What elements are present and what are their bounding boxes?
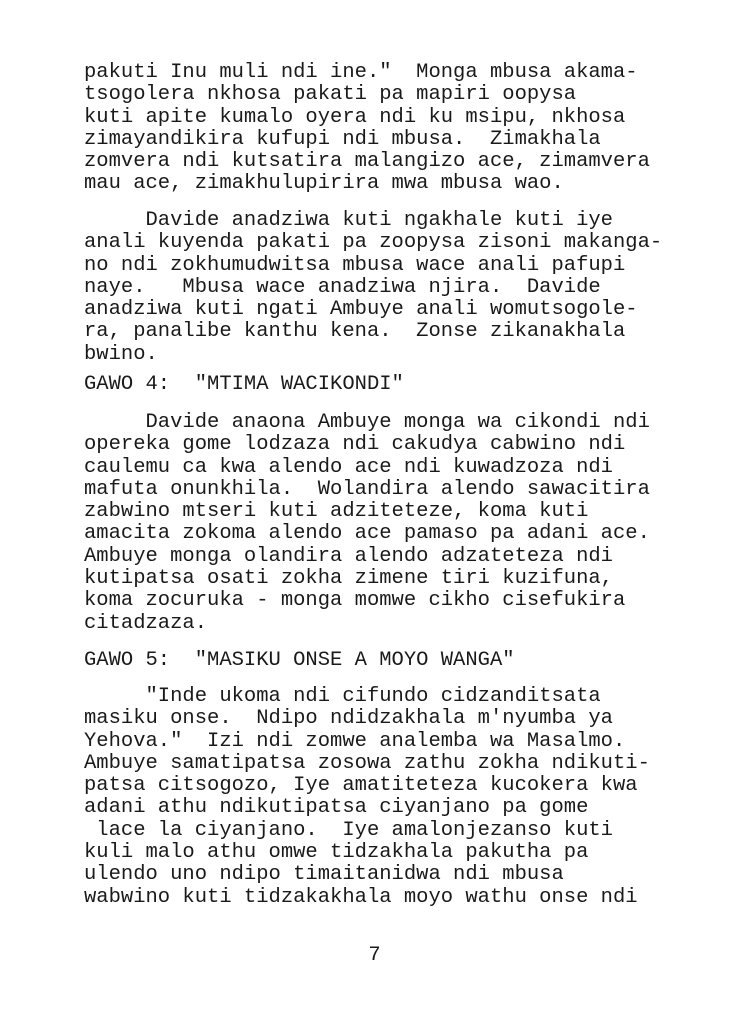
text-line: adani athu ndikutipatsa ciyanjano pa gome	[84, 796, 589, 820]
text-line: zabwino mtseri kuti adziteteze, koma kuti	[84, 500, 589, 524]
text-line: wabwino kuti tidzakakhala moyo wathu onse ndi	[84, 885, 638, 909]
text-line: "Inde ukoma ndi cifundo cidzanditsata	[84, 685, 601, 708]
text-line: kuli malo athu omwe tidzakhala pakutha pa	[84, 841, 589, 865]
text-line: no ndi zokhumudwitsa mbusa wace anali pafupi	[84, 253, 626, 277]
text-line: anali kuyenda pakati pa zoopysa zisoni makanga-	[84, 231, 663, 255]
text-line: naye. Mbusa wace anadziwa njira. Davide	[84, 275, 601, 299]
text-line: zimayandikira kufupi ndi mbusa. Zimakhala	[84, 127, 601, 151]
text-line: mau ace, zimakhulupirira mwa mbusa wao.	[84, 172, 564, 196]
text-line: caulemu ca kwa alendo ace ndi kuwadzoza ndi	[84, 455, 613, 479]
paragraph-4	[84, 686, 650, 909]
text-line: bwino.	[84, 342, 158, 366]
text-line: anadziwa kuti ngati Ambuye anali womutsogole-	[84, 298, 638, 322]
section-heading-gawo-5: GAWO 5: "MASIKU ONSE A MOYO WANGA"	[84, 649, 515, 672]
text-line: pakuti Inu muli ndi ine." Monga mbusa akama-	[84, 61, 638, 84]
text-line: patsa citsogozo, Iye amatiteteza kucokera kwa	[84, 774, 638, 798]
text-line: Yehova." Izi ndi zomwe analemba wa Masalmo.	[84, 729, 626, 753]
paragraph-2	[84, 210, 662, 366]
text-line: lace la ciyanjano. Iye amalonjezanso kuti	[84, 818, 613, 842]
text-line: ulendo uno ndipo timaitanidwa ndi mbusa	[84, 863, 564, 887]
text-line: koma zocuruka - monga momwe cikho cisefukira	[84, 589, 626, 613]
text-line: Ambuye samatipatsa zosowa zathu zokha ndikuti-	[84, 751, 650, 775]
text-line: citadzaza.	[84, 611, 208, 635]
text-line: zomvera ndi kutsatira malangizo ace, zimamvera	[84, 150, 650, 174]
text-line: Davide anaona Ambuye monga wa cikondi ndi	[84, 411, 650, 434]
section-heading-gawo-4: GAWO 4: "MTIMA WACIKONDI"	[84, 373, 404, 396]
text-line: tsogolera nkhosa pakati pa mapiri oopysa	[84, 83, 577, 107]
text-line: masiku onse. Ndipo ndidzakhala m'nyumba ya	[84, 707, 613, 731]
page-number: 7	[368, 944, 381, 967]
paragraph-1	[84, 62, 650, 196]
text-line: kutipatsa osati zokha zimene tiri kuzifuna,	[84, 567, 613, 591]
text-line: Davide anadziwa kuti ngakhale kuti iye	[84, 209, 613, 232]
text-line: ra, panalibe kanthu kena. Zonse zikanakhala	[84, 320, 626, 344]
text-line: opereka gome lodzaza ndi cakudya cabwino ndi	[84, 433, 626, 457]
text-line: amacita zokoma alendo ace pamaso pa adani ace.	[84, 522, 650, 546]
text-line: mafuta onunkhila. Wolandira alendo sawacitira	[84, 477, 650, 501]
text-line: kuti apite kumalo oyera ndi ku msipu, nkhosa	[84, 105, 626, 129]
paragraph-3	[84, 412, 650, 635]
text-line: Ambuye monga olandira alendo adzateteza ndi	[84, 544, 613, 568]
